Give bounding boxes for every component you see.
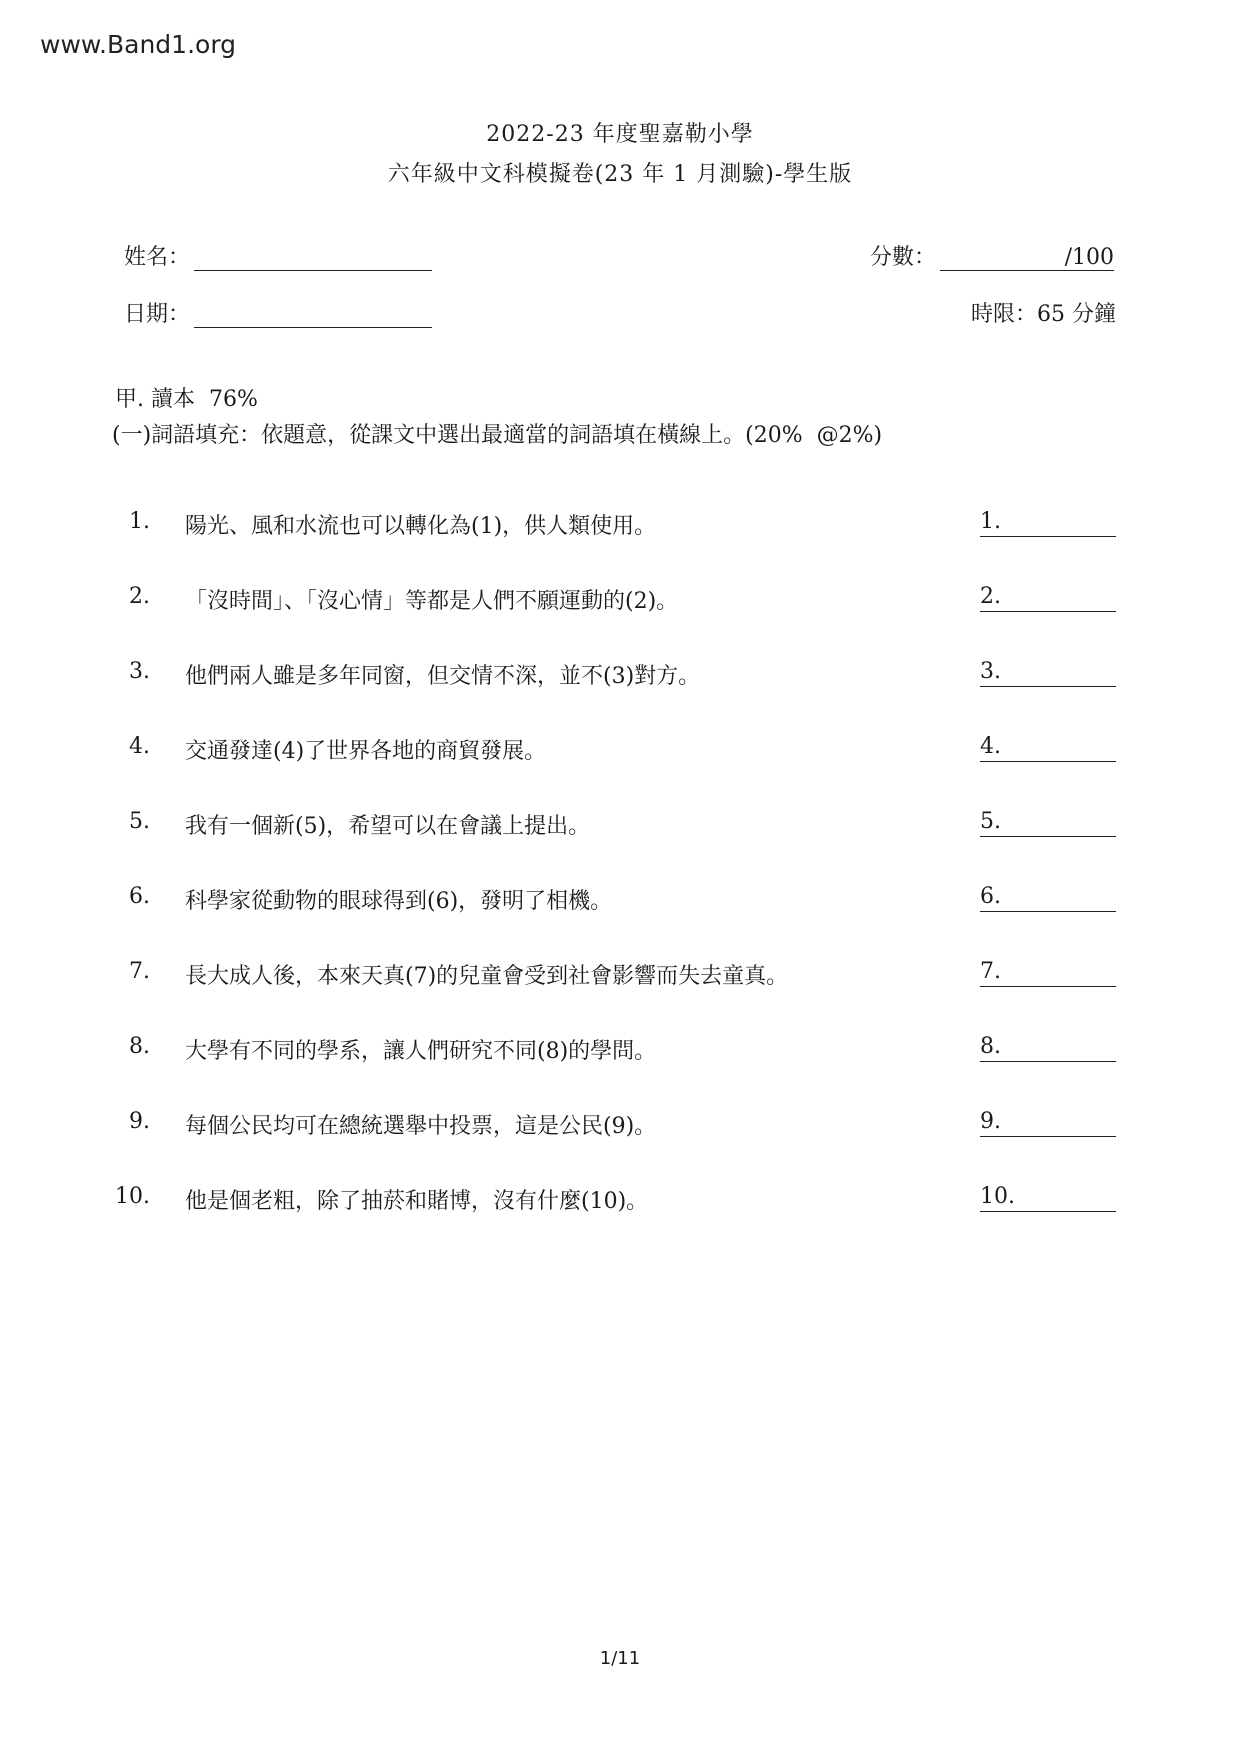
question-text: 交通發達(4)了世界各地的商貿發展。 bbox=[185, 739, 547, 764]
exam-title: 2022-23 年度聖嘉勒小學 bbox=[486, 122, 754, 147]
question-number: 4. bbox=[129, 734, 150, 759]
score-input-line[interactable] bbox=[940, 246, 1114, 271]
question-number: 6. bbox=[129, 884, 150, 909]
question-text: 長大成人後，本來天真(7)的兒童會受到社會影響而失去童真。 bbox=[185, 964, 789, 989]
answer-blank[interactable]: 7. bbox=[980, 959, 1116, 987]
question-text: 「沒時間」、「沒心情」等都是人們不願運動的(2)。 bbox=[185, 589, 679, 614]
answer-blank[interactable]: 2. bbox=[980, 584, 1116, 612]
question-number: 9. bbox=[129, 1109, 150, 1134]
question-text: 我有一個新(5)，希望可以在會議上提出。 bbox=[185, 814, 591, 839]
question-text: 每個公民均可在總統選舉中投票，這是公民(9)。 bbox=[185, 1114, 657, 1139]
answer-blank[interactable]: 3. bbox=[980, 659, 1116, 687]
site-watermark: www.Band1.org bbox=[40, 30, 237, 59]
question-row bbox=[0, 1180, 1240, 1220]
score-field-row bbox=[870, 240, 1114, 271]
name-label: 姓名： bbox=[124, 245, 191, 270]
question-number: 2. bbox=[129, 584, 150, 609]
question-number: 3. bbox=[129, 659, 150, 684]
section-heading: 甲. 讀本 76% bbox=[115, 387, 258, 412]
answer-blank[interactable]: 6. bbox=[980, 884, 1116, 912]
question-row bbox=[0, 955, 1240, 995]
question-row bbox=[0, 580, 1240, 620]
question-row bbox=[0, 805, 1240, 845]
answer-blank[interactable]: 9. bbox=[980, 1109, 1116, 1137]
question-row bbox=[0, 1030, 1240, 1070]
time-limit: 時限：65 分鐘 bbox=[971, 302, 1116, 327]
answer-blank[interactable]: 5. bbox=[980, 809, 1116, 837]
date-field-row bbox=[124, 297, 432, 328]
question-number: 10. bbox=[115, 1184, 150, 1209]
name-field-row bbox=[124, 240, 432, 271]
question-text: 大學有不同的學系，讓人們研究不同(8)的學問。 bbox=[185, 1039, 657, 1064]
answer-blank[interactable]: 8. bbox=[980, 1034, 1116, 1062]
page-number: 1/11 bbox=[599, 1648, 641, 1669]
question-text: 陽光、風和水流也可以轉化為(1)，供人類使用。 bbox=[185, 514, 657, 539]
question-row bbox=[0, 505, 1240, 545]
question-row bbox=[0, 880, 1240, 920]
date-label: 日期： bbox=[124, 302, 191, 327]
question-text: 科學家從動物的眼球得到(6)，發明了相機。 bbox=[185, 889, 613, 914]
answer-blank[interactable]: 10. bbox=[980, 1184, 1116, 1212]
question-row bbox=[0, 1105, 1240, 1145]
answer-blank[interactable]: 1. bbox=[980, 509, 1116, 537]
question-number: 8. bbox=[129, 1034, 150, 1059]
date-input-line[interactable] bbox=[194, 303, 432, 328]
question-text: 他們兩人雖是多年同窗，但交情不深，並不(3)對方。 bbox=[185, 664, 701, 689]
score-total: /100 bbox=[1064, 245, 1115, 270]
answer-blank[interactable]: 4. bbox=[980, 734, 1116, 762]
question-number: 7. bbox=[129, 959, 150, 984]
question-number: 5. bbox=[129, 809, 150, 834]
name-input-line[interactable] bbox=[194, 246, 432, 271]
section-instruction: (一)詞語填充：依題意，從課文中選出最適當的詞語填在橫線上。(20% @2%) bbox=[112, 423, 883, 448]
exam-subtitle: 六年級中文科模擬卷(23 年 1 月測驗)-學生版 bbox=[387, 162, 853, 187]
question-text: 他是個老粗，除了抽菸和賭博，沒有什麼(10)。 bbox=[185, 1189, 649, 1214]
question-row bbox=[0, 655, 1240, 695]
score-label: 分數： bbox=[870, 245, 937, 270]
question-row bbox=[0, 730, 1240, 770]
question-number: 1. bbox=[129, 509, 150, 534]
